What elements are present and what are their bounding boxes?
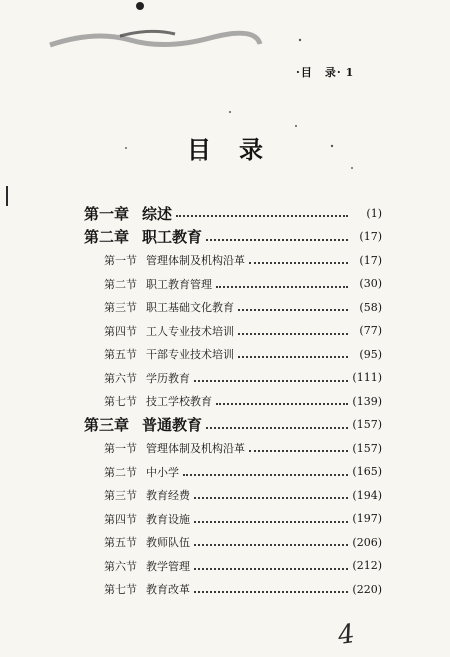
dot-leader	[176, 215, 348, 217]
handwritten-mark: 4	[335, 618, 357, 652]
toc-section-entry[interactable]	[104, 249, 382, 271]
toc-section-entry[interactable]	[104, 437, 382, 459]
entry-page-number: (197)	[352, 512, 382, 525]
toc-section-entry[interactable]	[104, 390, 382, 412]
entry-title: 教学管理	[146, 559, 190, 573]
toc-chapter-entry[interactable]	[84, 226, 382, 248]
header-label: ·目 录·	[296, 66, 342, 79]
toc-section-entry[interactable]	[104, 367, 382, 389]
dot-leader	[216, 403, 348, 405]
entry-page-number: (17)	[359, 253, 382, 267]
entry-page-number: (58)	[359, 300, 382, 314]
entry-title: 教育改革	[146, 583, 190, 596]
entry-number: 第二节	[104, 277, 137, 291]
toc-chapter-entry[interactable]	[84, 414, 382, 436]
dot-leader	[194, 544, 348, 546]
dot-leader	[238, 356, 348, 358]
entry-page-number: (194)	[352, 488, 382, 502]
entry-title: 管理体制及机构沿革	[146, 442, 245, 455]
dot-leader	[206, 427, 348, 429]
header-page-number: 1	[345, 66, 355, 79]
entry-title: 职工教育管理	[146, 277, 212, 291]
entry-number: 第三章	[84, 416, 130, 434]
entry-number: 第六节	[104, 371, 137, 385]
toc-section-entry[interactable]	[104, 578, 382, 600]
entry-number: 第四节	[104, 512, 137, 526]
entry-number: 第三节	[104, 301, 137, 314]
entry-number: 第五节	[104, 536, 137, 549]
page-title: 目录	[187, 135, 291, 164]
entry-page-number: (220)	[352, 582, 382, 596]
dot-leader	[238, 309, 348, 311]
entry-number: 第一章	[84, 204, 130, 223]
entry-page-number: (212)	[352, 559, 382, 572]
dot-leader	[194, 380, 348, 382]
dot-leader	[194, 568, 348, 570]
entry-page-number: (206)	[352, 535, 382, 549]
entry-page-number: (1)	[366, 206, 382, 220]
dot-leader	[183, 474, 348, 476]
dot-leader	[249, 450, 348, 452]
entry-page-number: (17)	[359, 230, 382, 243]
entry-title: 综述	[142, 204, 173, 223]
toc-section-entry[interactable]	[104, 461, 382, 483]
entry-title: 职工教育	[142, 228, 203, 246]
entry-page-number: (77)	[359, 324, 382, 337]
toc-section-entry[interactable]	[104, 296, 382, 318]
toc-chapter-entry[interactable]	[84, 202, 382, 224]
dot-leader	[238, 333, 348, 335]
entry-number: 第五节	[104, 348, 137, 361]
entry-page-number: (30)	[359, 277, 382, 290]
entry-title: 教育设施	[146, 512, 190, 526]
toc-section-entry[interactable]	[104, 320, 382, 342]
dot-leader	[216, 286, 348, 288]
entry-number: 第一节	[104, 442, 137, 455]
toc-section-entry[interactable]	[104, 531, 382, 553]
dot-leader	[194, 497, 348, 499]
entry-title: 普通教育	[142, 416, 203, 434]
entry-title: 干部专业技术培训	[146, 348, 234, 361]
entry-number: 第七节	[104, 583, 137, 596]
entry-title: 中小学	[146, 465, 179, 479]
entry-number: 第一节	[104, 254, 137, 267]
entry-number: 第六节	[104, 559, 137, 573]
dot-leader	[206, 239, 348, 241]
toc-section-entry[interactable]	[104, 508, 382, 530]
entry-page-number: (111)	[352, 371, 382, 384]
entry-number: 第二节	[104, 465, 137, 479]
entry-title: 学历教育	[146, 371, 190, 385]
entry-title: 教师队伍	[146, 536, 190, 549]
entry-page-number: (157)	[352, 441, 382, 455]
entry-title: 技工学校教育	[146, 395, 212, 408]
entry-number: 第三节	[104, 489, 137, 502]
toc-section-entry[interactable]	[104, 484, 382, 506]
toc-section-entry[interactable]	[104, 343, 382, 365]
toc-section-entry[interactable]	[104, 273, 382, 295]
toc-section-entry[interactable]	[104, 555, 382, 577]
dot-leader	[249, 262, 348, 264]
entry-page-number: (139)	[352, 394, 382, 408]
entry-page-number: (157)	[352, 418, 382, 431]
entry-title: 工人专业技术培训	[146, 324, 234, 338]
dot-leader	[194, 521, 348, 523]
entry-page-number: (165)	[352, 465, 382, 478]
entry-page-number: (95)	[359, 347, 382, 361]
dot-leader	[194, 591, 348, 593]
entry-number: 第七节	[104, 395, 137, 408]
entry-title: 职工基础文化教育	[146, 301, 234, 314]
entry-title: 教育经费	[146, 489, 190, 502]
entry-number: 第二章	[84, 228, 130, 246]
entry-title: 管理体制及机构沿革	[146, 254, 245, 267]
entry-number: 第四节	[104, 324, 137, 338]
